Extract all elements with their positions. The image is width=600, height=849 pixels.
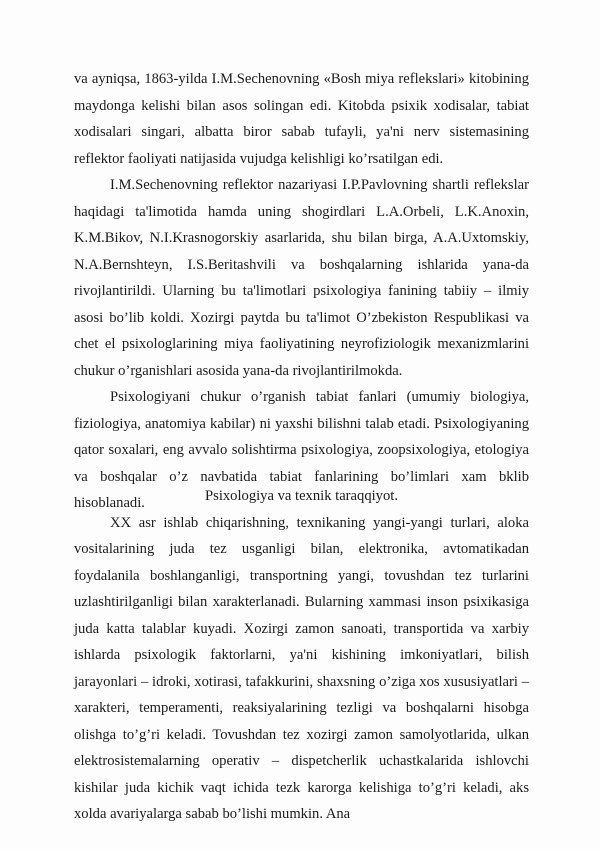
section-heading: Psixologiya va texnik taraqqiyot. <box>205 488 398 504</box>
top-text-block <box>74 66 529 517</box>
paragraph-reflex-theory: I.M.Sechenovning reflektor nazariyasi I.P.Pavlovning shartli reflekslar haqidagi ta'limotida hamda uning shogirdlari L.A.Orbeli, L.K.Anoxin, K.M.Bikov, N.I.Krasnogorskiy asarlarida, shu bilan birga, A.A.Uxtomskiy, N.A.Bernshteyn, I.S.Beritashvili va boshqalarning ishlarida yana-da rivojlantirildi. Ularning bu ta'limotlari psixologiya fanining tabiiy – ilmiy asosi bo’lib koldi. Xozirgi paytda bu ta'limot O’zbekiston Respublikasi va chet el psixologlarining miya faoliyatining neyrofiziologik mexanizmlarini chukur o’rganishlari asosida yana-da rivojlantirilmokda. <box>74 177 529 379</box>
bottom-text-block <box>74 483 529 828</box>
paragraph-technical-progress: XX asr ishlab chiqarishning, texnikaning yangi-yangi turlari, aloka vositalarining juda tez usganligi bilan, elektronika, avtomatikadan foydalanila boshlanganligi, transportning yangi, tovushdan tez turlarini uzlashtirilganligi bilan xarakterlanadi. Bularning xammasi inson psixikasiga juda katta talablar kuyadi. Xozirgi zamon sanoati, transportida va xarbiy ishlarda psixologik faktorlarni, ya'ni kishining imkoniyatlari, bilish jarayonlari – idroki, xotirasi, tafakkurini, shaxsning o’ziga xos xususiyatlari – xarakteri, temperamenti, reaksiyalarining tezligi va boshqalarni hisobga olishga to’g’ri keladi. Tovushdan tez xozirgi zamon samolyotlarida, ulkan elektrosistemalarning operativ – dispetcherlik uchastkalarida ishlovchi kishilar juda kichik vaqt ichida tezk karorga kelishiga to’g’ri keladi, aks xolda avariyalarga sabab bo’lishi mumkin. Ana <box>74 514 529 822</box>
paragraph-continuation: va ayniqsa, 1863-yilda I.M.Sechenovning «Bosh miya reflekslari» kitobining maydonga kelishi bilan asos solingan edi. Kitobda psixik xodisalar, tabiat xodisalari singari, albatta biror sabab tufayli, ya'ni nerv sistemasining reflektor faoliyati natijasida vujudga kelishligi ko’rsatilgan edi. <box>74 71 529 167</box>
paragraph-natural-sciences: Psixologiyani chukur o’rganish tabiat fanlari (umumiy biologiya, fiziologiya, anatomiya kabilar) ni yaxshi bilishni talab etadi. Psixologiyaning qator soxalari, eng avvalo solishtirma psixologiya, zoopsixologiya, etologiya va boshqalar o’z navbatida tabiat fanlarining bo’limlari xam bklib hisoblanadi. <box>74 389 529 511</box>
